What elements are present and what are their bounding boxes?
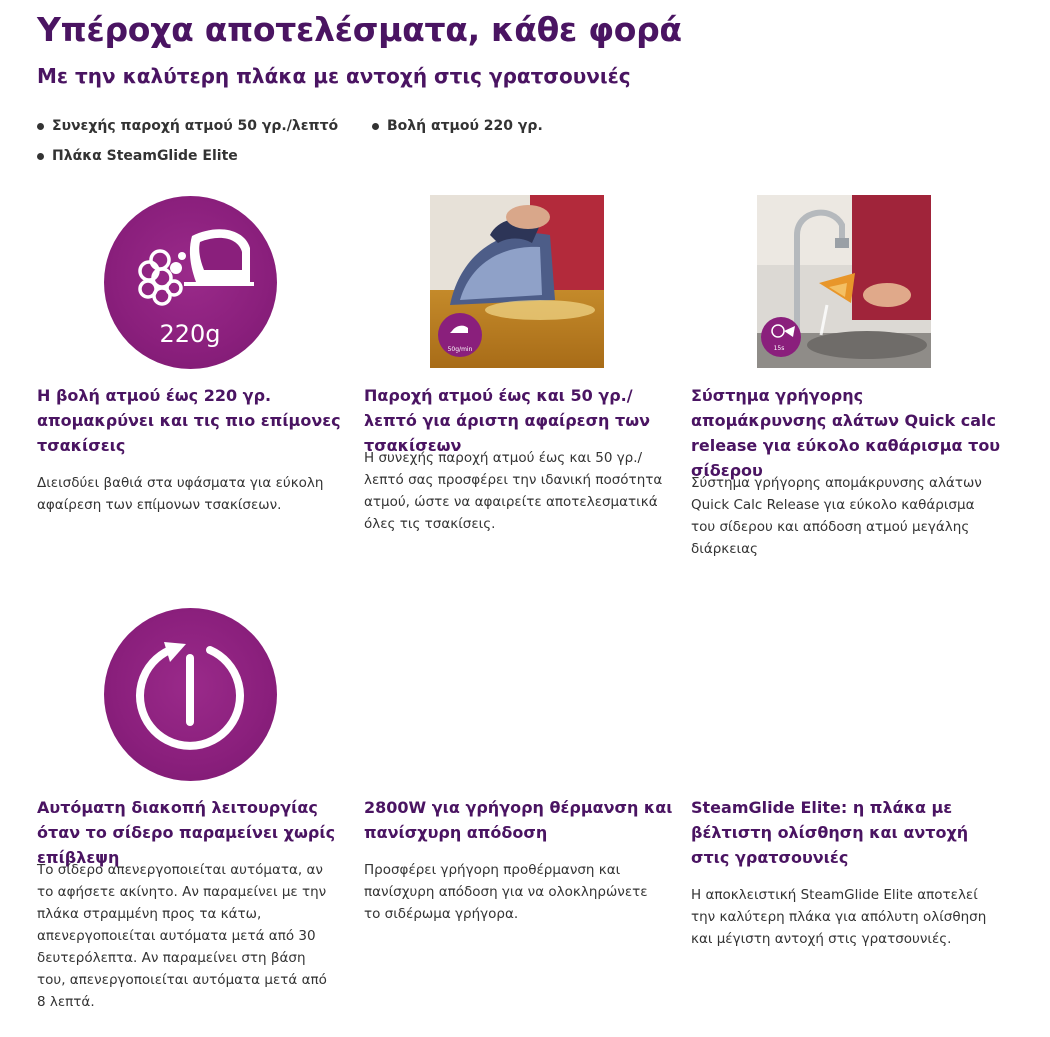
- icon-label: 220g: [159, 320, 221, 348]
- bullet-item: [37, 118, 338, 134]
- power-off-icon: [104, 608, 277, 781]
- bullet-item: [37, 148, 238, 164]
- ironing-photo: [430, 195, 604, 368]
- feature-title: Αυτόματη διακοπή λειτουργίας όταν το σίδερο παραμείνει χωρίς επίβλεψη: [37, 798, 336, 867]
- feature-description: Σύστημα γρήγορης απομάκρυνσης αλάτων Quick Calc Release για εύκολο καθάρισμα του σίδερου και απόδοση ατμού μεγάλης διάρκειας: [691, 475, 982, 557]
- bullet-item: [372, 118, 543, 134]
- icon-label: 15s: [773, 345, 785, 352]
- feature-title: Σύστημα γρήγορης απομάκρυνσης αλάτων Quick calc release για εύκολο καθάρισμα του σίδερου: [691, 386, 1001, 480]
- feature-title: 2800W για γρήγορη θέρμανση και πανίσχυρη απόδοση: [364, 798, 673, 842]
- bullet-text: Πλάκα SteamGlide Elite: [52, 148, 238, 164]
- page-title: Υπέροχα αποτελέσματα, κάθε φορά: [37, 10, 682, 49]
- feature-description: Διεισδύει βαθιά στα υφάσματα για εύκολη αφαίρεση των επίμονων τσακίσεων.: [37, 475, 324, 513]
- feature-description: Η αποκλειστική SteamGlide Elite αποτελεί την καλύτερη πλάκα για απόλυτη ολίσθηση και μέγιστη αντοχή στις γρατσουνιές.: [691, 887, 987, 947]
- steam-boost-icon: [104, 196, 277, 369]
- bullet-dot-icon: [372, 123, 379, 130]
- feature-description: Προσφέρει γρήγορη προθέρμανση και πανίσχυρη απόδοση για να ολοκληρώνετε το σιδέρωμα γρήγορα.: [364, 862, 648, 922]
- bullet-dot-icon: [37, 123, 44, 130]
- feature-description: Η συνεχής παροχή ατμού έως και 50 γρ./λεπτό σας προσφέρει την ιδανική ποσότητα ατμού, ώστε να αφαιρείτε αποτελεσματικά όλες τις τσακίσεις.: [364, 450, 663, 532]
- bullet-dot-icon: [37, 153, 44, 160]
- calc-release-photo: [757, 195, 931, 368]
- bullet-text: Βολή ατμού 220 γρ.: [387, 118, 543, 134]
- feature-title: Παροχή ατμού έως και 50 γρ./λεπτό για άριστη αφαίρεση των τσακίσεων: [364, 386, 650, 455]
- feature-description: Το σίδερο απενεργοποιείται αυτόματα, αν το αφήσετε ακίνητο. Αν παραμείνει με την πλάκα στραμμένη προς τα κάτω, απενεργοποιείται αυτόματα μετά από 30 δευτερόλεπτα. Αν παραμείνει στη βάση του, απενεργοποιείται αυτόματα μετά από 8 λεπτά.: [37, 862, 327, 1010]
- feature-title: SteamGlide Elite: η πλάκα με βέλτιστη ολίσθηση και αντοχή στις γρατσουνιές: [691, 798, 969, 867]
- page-subtitle: Με την καλύτερη πλάκα με αντοχή στις γρατσουνιές: [37, 64, 631, 88]
- icon-label: 50g/min: [447, 346, 473, 353]
- feature-title: Η βολή ατμού έως 220 γρ. απομακρύνει και τις πιο επίμονες τσακίσεις: [37, 386, 341, 455]
- bullet-text: Συνεχής παροχή ατμού 50 γρ./λεπτό: [52, 118, 339, 134]
